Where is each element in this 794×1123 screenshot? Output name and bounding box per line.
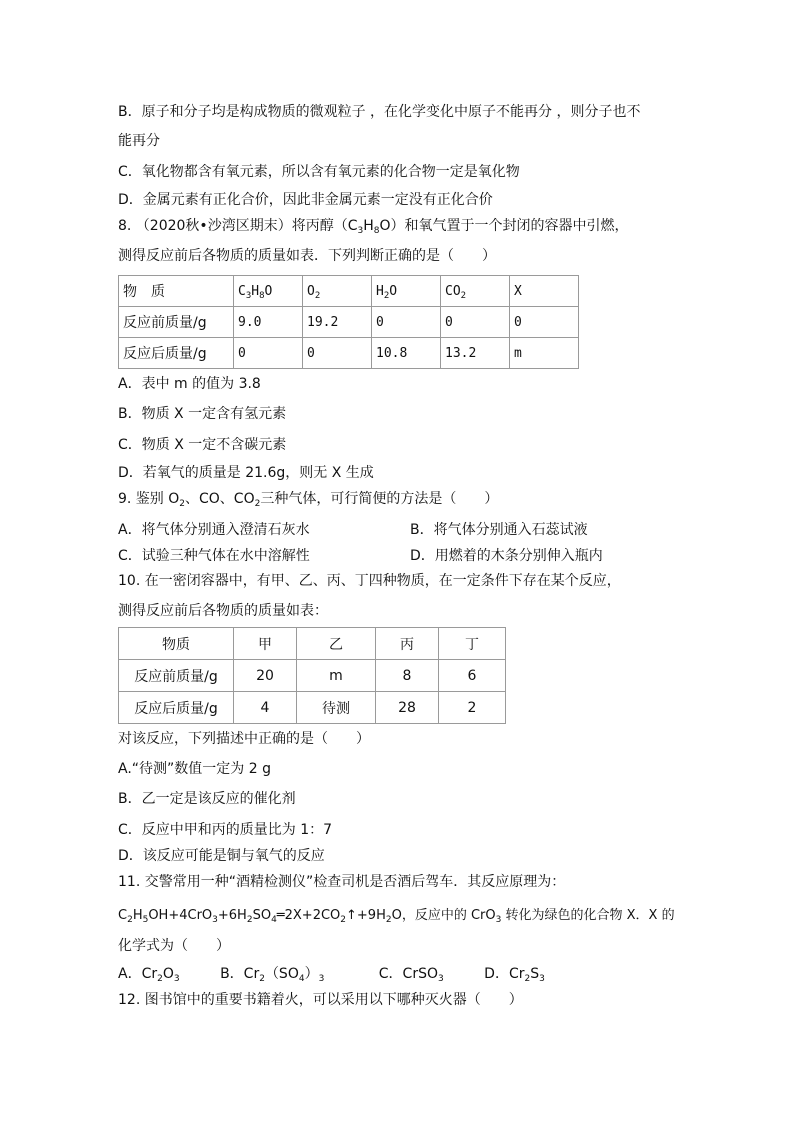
- table-cell: 反应后质量/g: [119, 692, 234, 724]
- table-cell: 0: [372, 307, 441, 338]
- line-d7: D．金属元素有正化合价，因此非金属元素一定没有正化合价: [118, 192, 493, 208]
- line-b9: B．将气体分别通入石蕊试液: [410, 522, 588, 538]
- options-11: [118, 964, 545, 984]
- option-c11: C．CrSO$_3$: [378, 966, 444, 984]
- table-cell: 9.0: [234, 307, 303, 338]
- table-cell: m: [297, 660, 376, 692]
- table-cell: 乙: [297, 628, 376, 660]
- question-10-line2: 测得反应前后各物质的质量如表：: [118, 603, 328, 619]
- question-10: 10. 在一密闭容器中，有甲、乙、丙、丁四种物质，在一定条件下存在某个反应，: [118, 573, 621, 589]
- table-cell: 10.8: [372, 338, 441, 369]
- table-cell: 反应后质量/g: [119, 338, 234, 369]
- line-a10: A.“待测”数值一定为 2 g: [118, 761, 271, 777]
- table-cell: 2: [439, 692, 506, 724]
- line-c10: C．反应中甲和丙的质量比为 1：7: [118, 822, 333, 838]
- table-cell: 0: [510, 307, 579, 338]
- line-c7: C．氧化物都含有氧元素，所以含有氧元素的化合物一定是氧化物: [118, 164, 520, 180]
- table-cell: 反应前质量/g: [119, 307, 234, 338]
- line-b10: B．乙一定是该反应的催化剂: [118, 791, 296, 807]
- line-b8: B．物质 X 一定含有氢元素: [118, 406, 287, 422]
- table-cell: 0: [303, 338, 372, 369]
- table-row: [119, 276, 579, 307]
- table-cell: $H_2O$: [372, 276, 441, 307]
- question-10-line3: 对该反应，下列描述中正确的是（ ）: [118, 731, 370, 747]
- q8-text-post: ）和氧气置于一个封闭的容器中引燃，: [390, 218, 629, 234]
- question-11-line3: 化学式为（ ）: [118, 938, 230, 954]
- table-cell: 4: [234, 692, 297, 724]
- line-d10: D．该反应可能是铜与氧气的反应: [118, 848, 325, 864]
- line-a9: A．将气体分别通入澄清石灰水: [118, 522, 310, 538]
- table-cell: 甲: [234, 628, 297, 660]
- table-cell: 丁: [439, 628, 506, 660]
- propanol-formula: $C_3H_8O$: [347, 218, 391, 236]
- question-8: [118, 216, 629, 236]
- table-row: [119, 338, 579, 369]
- mass-table-8: [118, 275, 579, 369]
- table-cell: 物质: [119, 628, 234, 660]
- line-d8: D．若氧气的质量是 21.6g，则无 X 生成: [118, 465, 374, 481]
- table-cell: 13.2: [441, 338, 510, 369]
- mass-table-10: [118, 627, 506, 724]
- table-row: [119, 660, 506, 692]
- table-cell: 丙: [376, 628, 439, 660]
- table-cell: $CO_2$: [441, 276, 510, 307]
- q8-text-pre: 8. （2020秋•沙湾区期末）将丙醇（: [118, 218, 348, 234]
- question-8-line2: 测得反应前后各物质的质量如表．下列判断正确的是（ ）: [118, 248, 496, 264]
- line-b7-2: 能再分: [118, 133, 160, 149]
- line-c8: C．物质 X 一定不含碳元素: [118, 437, 287, 453]
- option-a11: A．$Cr_2O_3$: [118, 966, 180, 984]
- line-c9: C．试验三种气体在水中溶解性: [118, 548, 310, 564]
- table-cell: 0: [234, 338, 303, 369]
- table-row: [119, 692, 506, 724]
- table-cell: X: [510, 276, 579, 307]
- table-row: [119, 628, 506, 660]
- table-cell: 8: [376, 660, 439, 692]
- table-cell: 6: [439, 660, 506, 692]
- table-cell: m: [510, 338, 579, 369]
- line-d9: D．用燃着的木条分别伸入瓶内: [410, 548, 603, 564]
- question-12: 12. 图书馆中的重要书籍着火，可以采用以下哪种灭火器（ ）: [118, 992, 523, 1008]
- table-cell: 28: [376, 692, 439, 724]
- question-11: 11. 交警常用一种“酒精检测仪”检查司机是否酒后驾车．其反应原理为：: [118, 874, 566, 890]
- table-cell: 19.2: [303, 307, 372, 338]
- table-cell: 物 质: [119, 276, 234, 307]
- table-cell: 0: [441, 307, 510, 338]
- table-cell: $C_3H_8O$: [234, 276, 303, 307]
- table-cell: 待测: [297, 692, 376, 724]
- line-b7-1: B．原子和分子均是构成物质的微观粒子 ，在化学变化中原子不能再分 ，则分子也不: [118, 104, 641, 120]
- line-a8: A．表中 m 的值为 3.8: [118, 376, 261, 392]
- question-9: 9. 鉴别 $O_2$、CO、$CO_2$三种气体，可行简便的方法是（ ）: [118, 491, 499, 509]
- table-cell: $O_2$: [303, 276, 372, 307]
- table-row: [119, 307, 579, 338]
- reaction-equation: $C_2H_5OH+4CrO_3+6H_2SO_4═2X+2CO_2↑+9H_2O$，反应中的 CrO$_3$ 转化为绿色的化合物 X．X 的: [118, 908, 675, 925]
- table-cell: 20: [234, 660, 297, 692]
- option-b11: B．$Cr_2(SO_4)_3$: [220, 966, 325, 984]
- option-d11: D．$Cr_2S_3$: [484, 966, 545, 984]
- table-cell: 反应前质量/g: [119, 660, 234, 692]
